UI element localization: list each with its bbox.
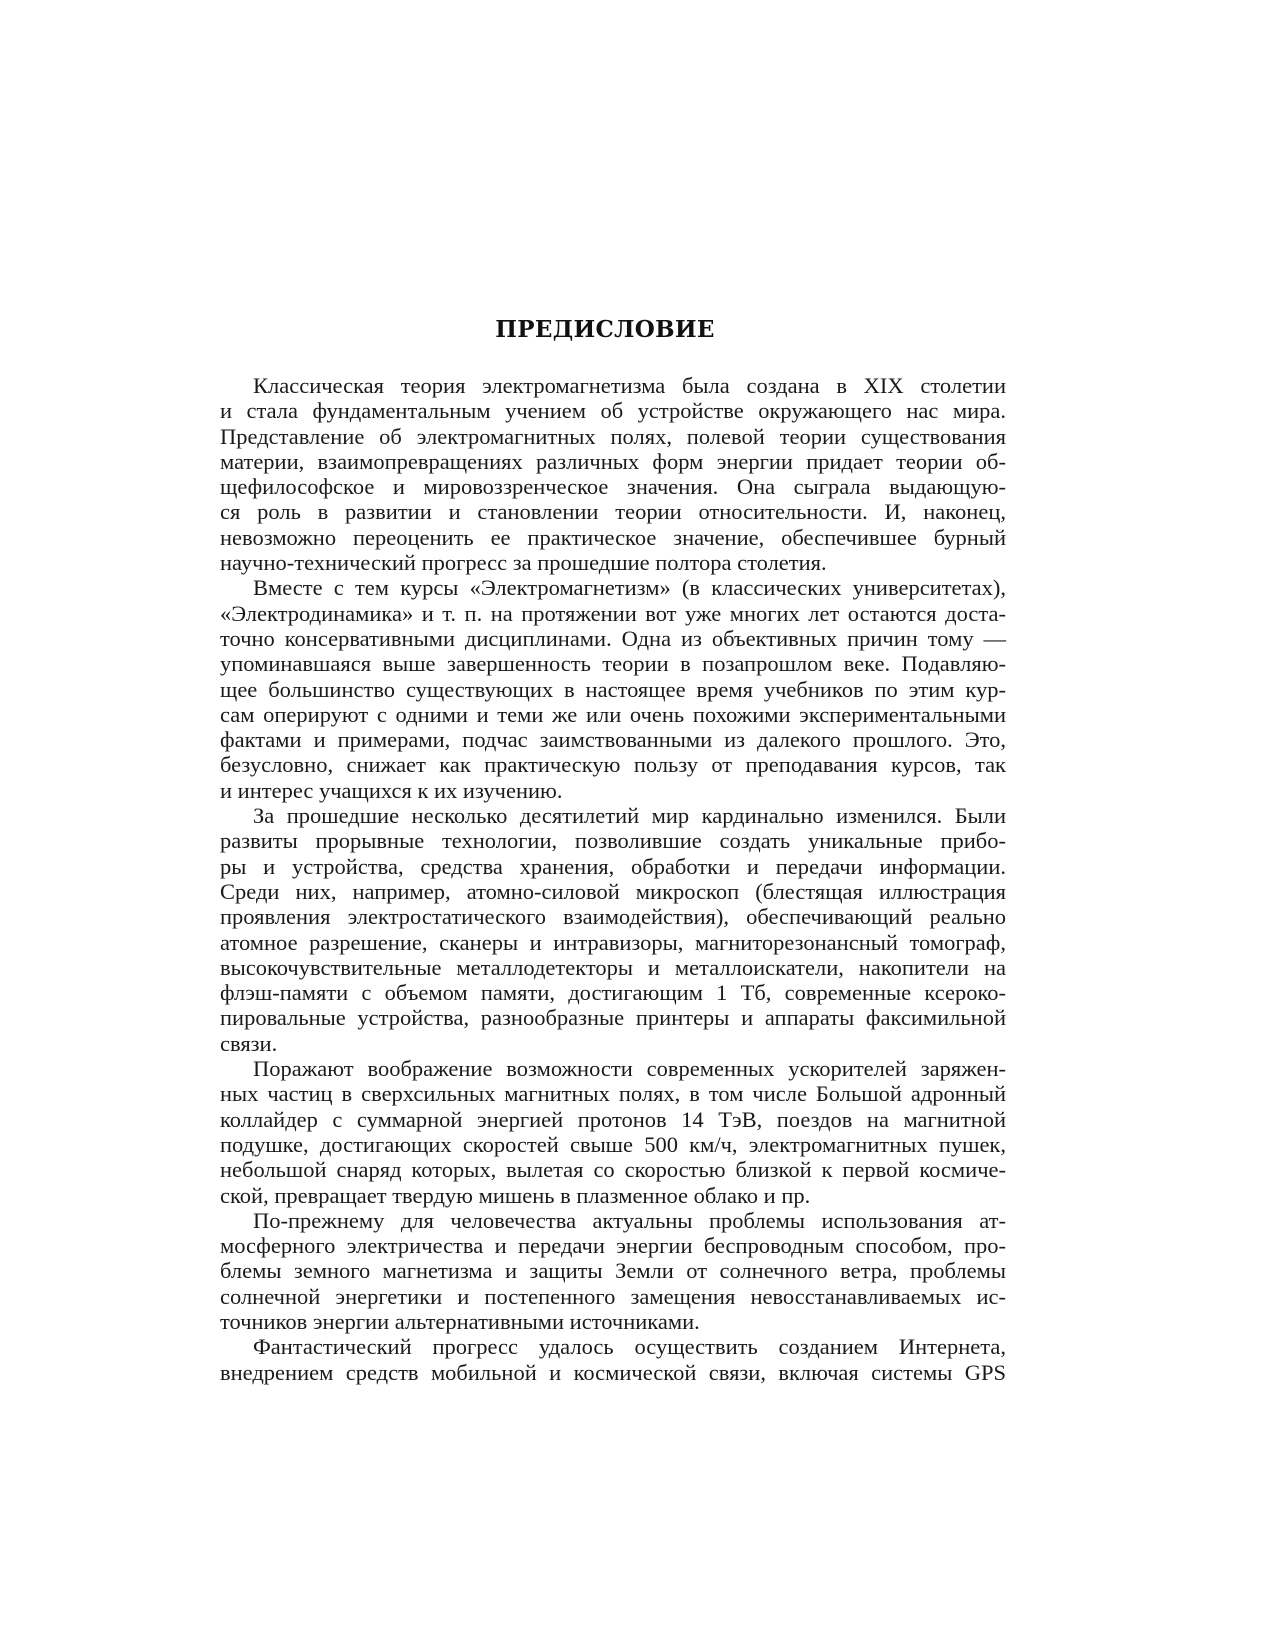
- text-line: ской, превращает твердую мишень в плазменное облако и пр.: [220, 1182, 811, 1208]
- paragraph-2: [220, 575, 1006, 803]
- paragraph-3: [220, 803, 1006, 1056]
- text-line: солнечной энергетики и постепенного замещения невосстанавливаемых ис-: [220, 1283, 1006, 1309]
- text-line: научно-технический прогресс за прошедшие полтора столетия.: [220, 550, 827, 576]
- text-line: щее большинство существующих в настоящее время учебников по этим кур-: [220, 676, 1006, 702]
- paragraph-5: [220, 1208, 1006, 1334]
- text-line: По-прежнему для человечества актуальны проблемы использования ат-: [253, 1207, 1006, 1233]
- preface-body: [220, 373, 1006, 1385]
- text-line: ры и устройства, средства хранения, обработки и передачи информации.: [220, 853, 1006, 879]
- paragraph-4: [220, 1056, 1006, 1208]
- text-line: мосферного электричества и передачи энергии беспроводным способом, про-: [220, 1233, 1006, 1259]
- text-line: коллайдер с суммарной энергией протонов 14 ТэВ, поездов на магнитной: [220, 1106, 1006, 1132]
- text-line: внедрением средств мобильной и космической связи, включая системы GPS: [220, 1359, 1006, 1385]
- text-line: Вместе с тем курсы «Электромагнетизм» (в классических университетах),: [253, 575, 1006, 601]
- paragraph-6: [220, 1334, 1006, 1385]
- text-line: Среди них, например, атомно-силовой микроскоп (блестящая иллюстрация: [220, 878, 1006, 904]
- text-line: небольшой снаряд которых, вылетая со скоростью близкой к первой космиче-: [220, 1157, 1006, 1183]
- text-line: подушке, достигающих скоростей свыше 500 км/ч, электромагнитных пушек,: [220, 1131, 1006, 1157]
- text-line: Фантастический прогресс удалось осуществить созданием Интернета,: [253, 1334, 1006, 1360]
- text-line: упоминавшаяся выше завершенность теории в позапрошлом веке. Подавляю-: [220, 651, 1006, 677]
- text-line: точно консервативными дисциплинами. Одна из объективных причин тому —: [220, 625, 1006, 651]
- text-line: щефилософское и мировоззренческое значения. Она сыграла выдающую-: [220, 474, 1006, 500]
- text-line: блемы земного магнетизма и защиты Земли от солнечного ветра, проблемы: [220, 1258, 1006, 1284]
- text-line: Классическая теория электромагнетизма была создана в XIX столетии: [253, 373, 1006, 398]
- text-line: связи.: [220, 1030, 278, 1056]
- text-line: За прошедшие несколько десятилетий мир кардинально изменился. Были: [253, 803, 1006, 829]
- text-line: Представление об электромагнитных полях, полевой теории существования: [220, 423, 1006, 449]
- text-line: флэш-памяти с объемом памяти, достигающим 1 Тб, современные ксероко-: [220, 980, 1006, 1006]
- text-line: атомное разрешение, сканеры и интравизоры, магниторезонансный томограф,: [220, 929, 1006, 955]
- text-line: высокочувствительные металлодетекторы и металлоискатели, накопители на: [220, 954, 1006, 980]
- text-line: сам оперируют с одними и теми же или очень похожими экспериментальными: [220, 701, 1006, 727]
- text-line: и стала фундаментальным учением об устройстве окружающего нас мира.: [220, 398, 1006, 424]
- text-line: невозможно переоценить ее практическое значение, обеспечившее бурный: [220, 524, 1006, 550]
- text-line: «Электродинамика» и т. п. на протяжении вот уже многих лет остаются доста-: [220, 600, 1006, 626]
- text-line: Поражают воображение возможности современных ускорителей заряжен-: [253, 1056, 1006, 1082]
- text-line: ных частиц в сверхсильных магнитных полях, в том числе Большой адронный: [220, 1081, 1006, 1107]
- text-line: ся роль в развитии и становлении теории относительности. И, наконец,: [220, 499, 1006, 525]
- page-title: ПРЕДИСЛОВИЕ: [495, 316, 715, 343]
- text-line: пировальные устройства, разнообразные принтеры и аппараты факсимильной: [220, 1005, 1006, 1031]
- text-line: фактами и примерами, подчас заимствованными из далекого прошлого. Это,: [220, 727, 1006, 753]
- text-line: проявления электростатического взаимодействия), обеспечивающий реально: [220, 904, 1006, 930]
- paragraph-1: [220, 373, 1006, 575]
- text-line: и интерес учащихся к их изучению.: [220, 777, 563, 803]
- text-line: безусловно, снижает как практическую пользу от преподавания курсов, так: [220, 752, 1006, 778]
- text-line: точников энергии альтернативными источниками.: [220, 1308, 700, 1334]
- text-line: материи, взаимопревращениях различных форм энергии придает теории об-: [220, 448, 1006, 474]
- text-line: развиты прорывные технологии, позволившие создать уникальные прибо-: [220, 828, 1006, 854]
